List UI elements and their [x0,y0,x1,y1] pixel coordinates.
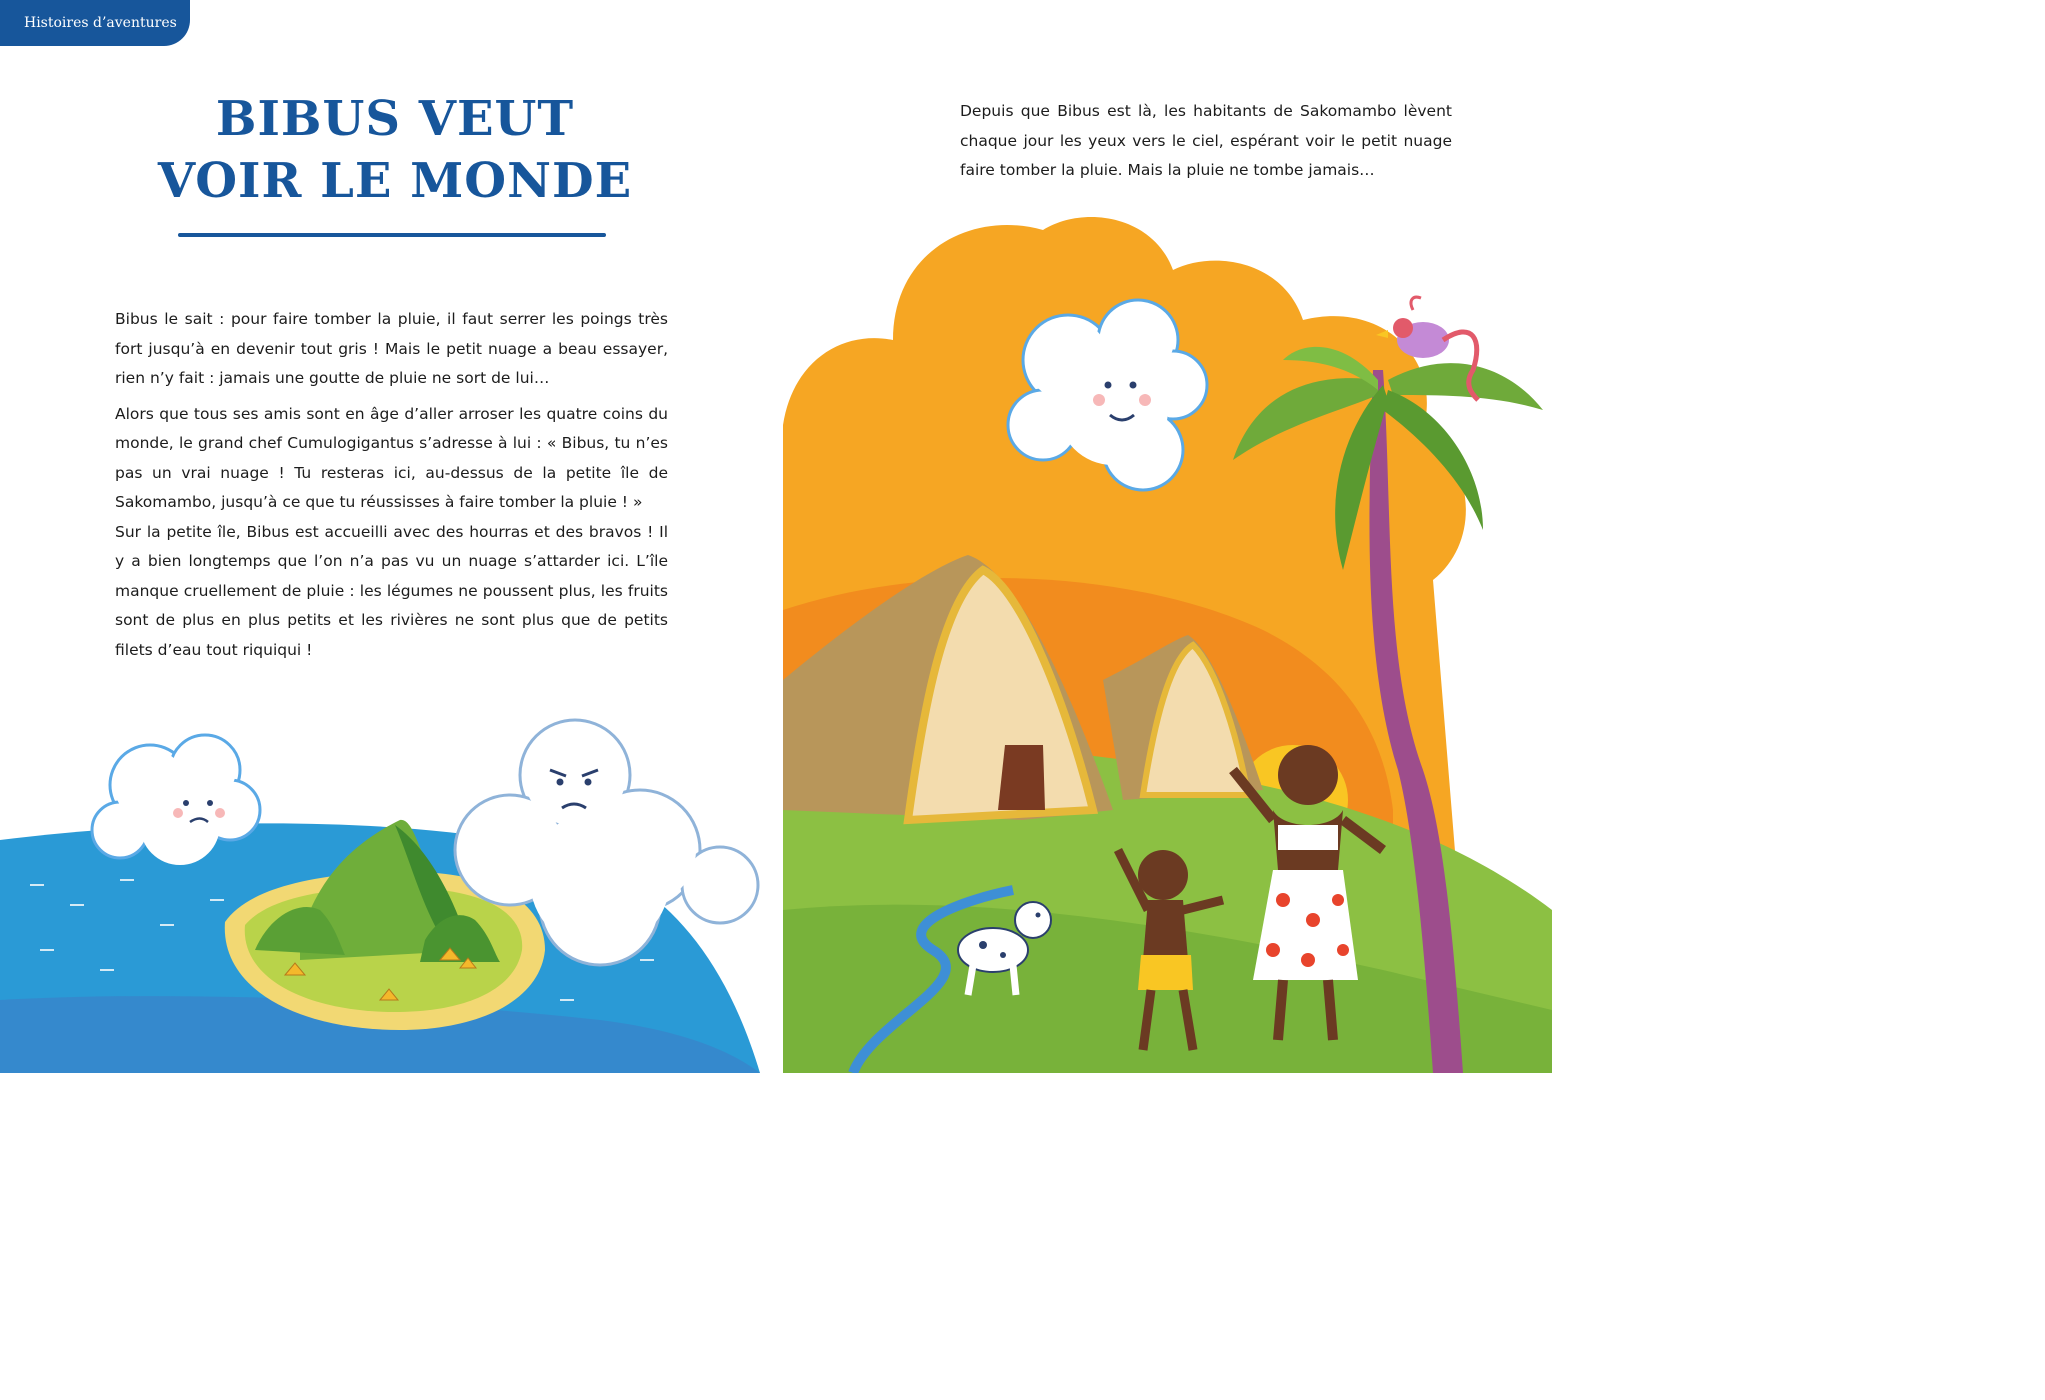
right-story-text [960,97,1452,186]
section-tab: Histoires d’aventures [0,0,190,46]
story-title [150,88,640,212]
left-story-text [115,305,668,671]
village-illustration [783,210,1552,1073]
island-illustration [0,700,790,1073]
title-underline [178,233,606,237]
paragraph-3: Sur la petite île, Bibus est accueilli avec des hourras et des bravos ! Il y a bien longtemps que l’on n’a pas vu un nuage s’attarder ici. L’île manque cruellement de pluie : les légumes ne poussent plus, les fruits sont de plus en plus petits et les rivières ne sont plus que de petits filets d’eau tout riquiqui ! [115,522,668,659]
paragraph-1: Bibus le sait : pour faire tomber la pluie, il faut serrer les poings très fort jusqu’à en devenir tout gris ! Mais le petit nuage a beau essayer, rien n’y fait : jamais une goutte de pluie ne sort de lui… [115,310,668,387]
title-line-2: VOIR LE MONDE [157,153,633,209]
right-paragraph-1: Depuis que Bibus est là, les habitants de Sakomambo lèvent chaque jour les yeux vers le ciel, espérant voir le petit nuage faire tomber la pluie. Mais la pluie ne tombe jamais… [960,102,1452,179]
paragraph-2: Alors que tous ses amis sont en âge d’aller arroser les quatre coins du monde, le grand chef Cumulogigantus s’adresse à lui : « Bibus, tu n’es pas un vrai nuage ! Tu resteras ici, au-dessus de la petite île de Sakomambo, jusqu’à ce que tu réussisses à faire tomber la pluie ! » [115,404,668,511]
title-line-1: BIBUS VEUT [215,91,575,147]
